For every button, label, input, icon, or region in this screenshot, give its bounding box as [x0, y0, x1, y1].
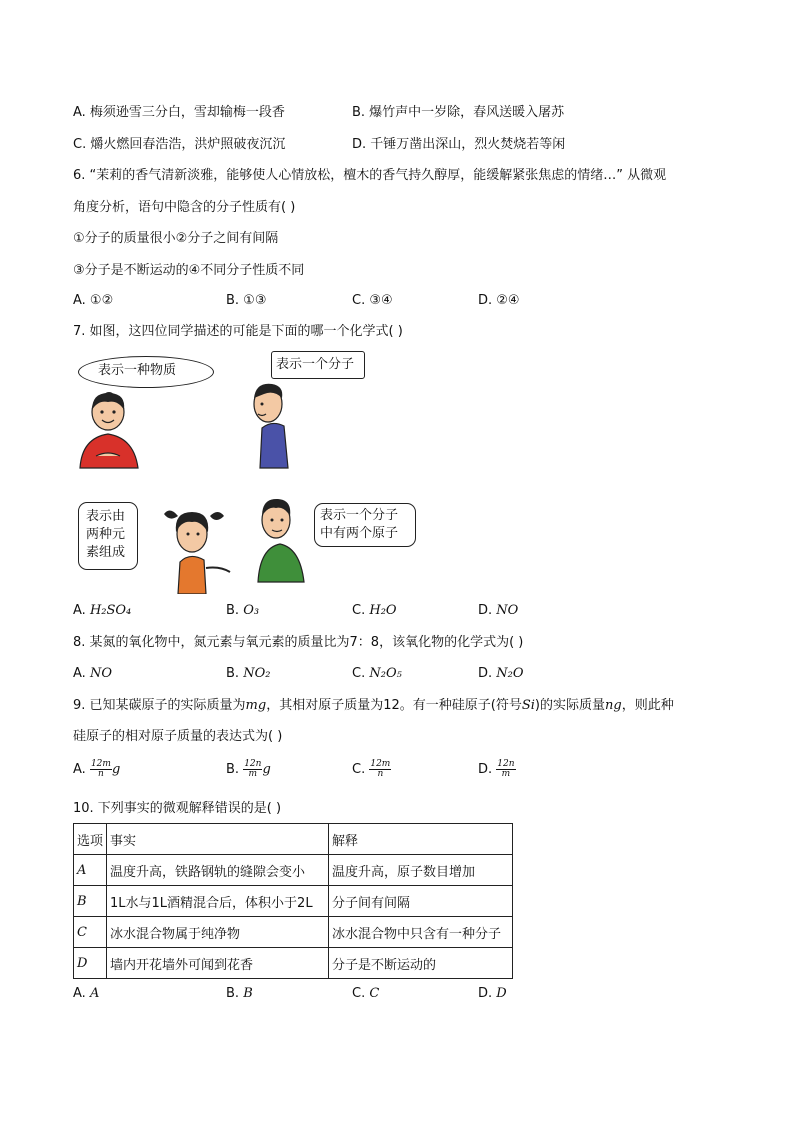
- q7-stem: 7. 如图，这四位同学描述的可能是下面的哪一个化学式( ): [73, 324, 403, 339]
- bubble-4-line2: 中有两个原子: [320, 526, 399, 541]
- q6-statement-line1: ①分子的质量很小②分子之间有间隔: [73, 231, 279, 246]
- q7-option-a: A. H₂SO₄: [73, 603, 132, 618]
- q8-stem: 8. 某氮的氧化物中，氮元素与氧元素的质量比为7：8，该氧化物的化学式为( ): [73, 635, 524, 650]
- header-explanation: 解释: [329, 824, 513, 855]
- q10-option-a: A. A: [73, 986, 100, 1001]
- q9-option-d: D. $\frac{12n}{m}$: [478, 759, 515, 779]
- student-1-figure: [72, 388, 146, 472]
- q6-stem-line1: 6. “茉莉的香气清新淡雅，能够使人心情放松，檀木的香气持久醇厚，能缓解紧张焦虑的情绪…” 从微观: [73, 168, 667, 183]
- student-2-figure: [240, 378, 300, 470]
- bubble-3-line3: 素组成: [86, 545, 126, 560]
- cell-explanation: 分子是不断运动的: [329, 948, 513, 979]
- q6-option-b: B. ①③: [226, 293, 267, 308]
- q9-option-a: A. $\frac{12m}{n}$ g: [73, 759, 121, 779]
- student-4-figure: [246, 492, 316, 584]
- q6-option-d: D. ②④: [478, 293, 520, 308]
- bubble-4-line1: 表示一个分子: [320, 508, 399, 523]
- q9-option-b: B. $\frac{12n}{m}$ g: [226, 759, 271, 779]
- bubble-1-text: 表示一种物质: [98, 363, 177, 378]
- cell-fact: 冰水混合物属于纯净物: [107, 917, 329, 948]
- table-row: [74, 855, 513, 886]
- q10-option-c: C. C: [352, 986, 380, 1001]
- header-option: 选项: [74, 824, 107, 855]
- cell-option: B: [74, 886, 107, 917]
- q5-option-b: B. 爆竹声中一岁除，春风送暖入屠苏: [352, 105, 565, 120]
- cell-option: D: [74, 948, 107, 979]
- q7-option-b: B. O₃: [226, 603, 260, 618]
- student-3-figure: [150, 502, 240, 594]
- cell-explanation: 温度升高，原子数目增加: [329, 855, 513, 886]
- q6-stem-line2: 角度分析，语句中隐含的分子性质有( ): [73, 200, 296, 215]
- header-fact: 事实: [107, 824, 329, 855]
- bubble-3-line1: 表示由: [86, 509, 126, 524]
- q6-option-a: A. ①②: [73, 293, 114, 308]
- table-row: [74, 948, 513, 979]
- cell-option: C: [74, 917, 107, 948]
- q10-stem: 10. 下列事实的微观解释错误的是( ): [73, 801, 282, 816]
- bubble-3-line2: 两种元: [86, 527, 126, 542]
- q9-stem-line2: 硅原子的相对原子质量的表达式为( ): [73, 729, 283, 744]
- q6-option-c: C. ③④: [352, 293, 393, 308]
- cell-explanation: 冰水混合物中只含有一种分子: [329, 917, 513, 948]
- q10-option-b: B. B: [226, 986, 253, 1001]
- q9-stem-line1: 9. 已知某碳原子的实际质量为mg，其相对原子质量为12。有一种硅原子(符号Si)的实际质量ng，则此种: [73, 698, 674, 713]
- q8-option-b: B. NO₂: [226, 666, 271, 681]
- bubble-2-text: 表示一个分子: [276, 357, 355, 372]
- cell-fact: 1L水与1L酒精混合后，体积小于2L: [107, 886, 329, 917]
- q5-option-d: D. 千锤万凿出深山，烈火焚烧若等闲: [352, 137, 566, 152]
- q8-option-c: C. N₂O₅: [352, 666, 402, 681]
- cell-option: A: [74, 855, 107, 886]
- cell-fact: 温度升高，铁路钢轨的缝隙会变小: [107, 855, 329, 886]
- q5-option-a: A. 梅须逊雪三分白，雪却输梅一段香: [73, 105, 285, 120]
- q7-option-c: C. H₂O: [352, 603, 397, 618]
- table-row: [74, 917, 513, 948]
- q10-table: [73, 823, 513, 979]
- q7-option-d: D. NO: [478, 603, 519, 618]
- q9-option-c: C. $\frac{12m}{n}$: [352, 759, 391, 779]
- table-header-row: [74, 824, 513, 855]
- q6-statement-line2: ③分子是不断运动的④不同分子性质不同: [73, 263, 305, 278]
- cell-fact: 墙内开花墙外可闻到花香: [107, 948, 329, 979]
- q8-option-d: D. N₂O: [478, 666, 524, 681]
- q5-option-c: C. 爝火燃回春浩浩，洪炉照破夜沉沉: [73, 137, 286, 152]
- q8-option-a: A. NO: [73, 666, 112, 681]
- table-row: [74, 886, 513, 917]
- q10-option-d: D. D: [478, 986, 507, 1001]
- cell-explanation: 分子间有间隔: [329, 886, 513, 917]
